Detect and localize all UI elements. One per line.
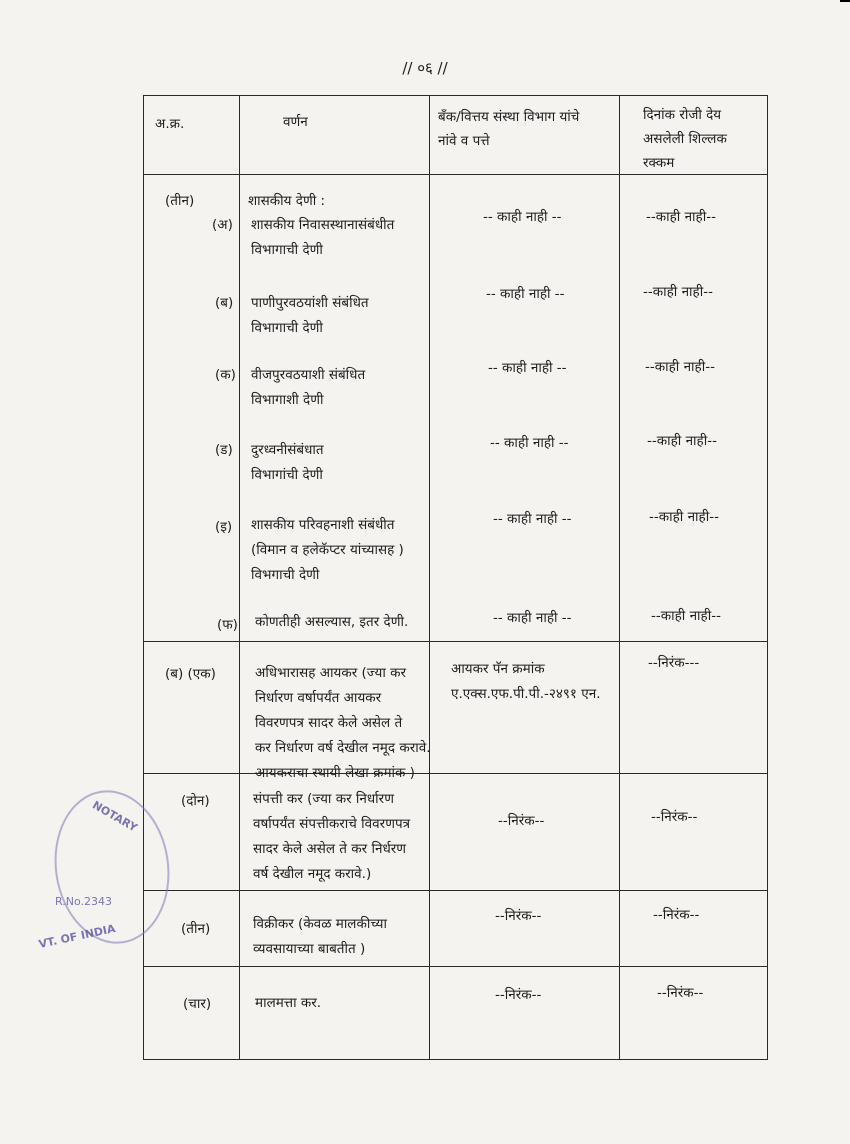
row-amount: --काही नाही--	[649, 509, 719, 525]
stamp-text: NOTARY	[90, 798, 140, 835]
row-amount: --काही नाही--	[645, 359, 715, 375]
col-border	[429, 95, 430, 1060]
row-amount: --काही नाही--	[651, 608, 721, 624]
section-title: शासकीय देणी :	[248, 193, 326, 209]
tax-row-description: विक्रीकर (केवळ मालकीच्या व्यवसायाच्या बाबतीत )	[253, 916, 387, 957]
row-amount: --काही नाही--	[643, 284, 713, 300]
tax-row-amount: --निरंक--	[653, 907, 700, 923]
corner-mark	[840, 0, 850, 2]
col-border	[239, 95, 240, 1060]
row-description: वीजपुरवठयाशी संबंधित विभागाशी देणी	[251, 367, 366, 408]
tax-row-label: (दोन)	[181, 793, 210, 809]
row-amount: --काही नाही--	[646, 209, 716, 225]
section-label: (तीन)	[165, 193, 195, 209]
tax-row-bank: आयकर पॅन क्रमांक ए.एक्स.एफ.पी.पी.-२४९१ एन.	[451, 661, 601, 702]
row-sub-label: (क)	[215, 367, 236, 383]
tax-row-bank: --निरंक--	[495, 987, 542, 1003]
col-border	[619, 95, 620, 1060]
row-sub-label: (इ)	[215, 519, 233, 535]
column-header-amount: दिनांक रोजी देय असलेली शिल्लक रक्कम	[643, 107, 727, 171]
page-number: // ०६ //	[402, 59, 448, 77]
tax-row-amount: --निरंक---	[648, 655, 700, 671]
row-description: पाणीपुरवठयांशी संबंधित विभागाची देणी	[251, 295, 369, 336]
row-bank: -- काही नाही --	[483, 209, 562, 225]
declaration-table	[143, 95, 768, 1060]
row-divider	[143, 890, 768, 891]
row-divider	[143, 966, 768, 967]
tax-row-amount: --निरंक--	[657, 985, 704, 1001]
tax-row-label: (ब) (एक)	[165, 666, 216, 682]
row-bank: -- काही नाही --	[490, 435, 569, 451]
row-amount: --काही नाही--	[647, 433, 717, 449]
row-bank: -- काही नाही --	[493, 610, 572, 626]
row-description: शासकीय परिवहनाशी संबंधीत (विमान व हलेकॅप्टर यांच्यासह ) विभगाची देणी	[251, 517, 404, 583]
tax-row-label: (चार)	[183, 996, 212, 1012]
tax-row-amount: --निरंक--	[651, 809, 698, 825]
col-border	[767, 95, 768, 1060]
column-header-sr-no: अ.क्र.	[155, 116, 185, 132]
row-sub-label: (अ)	[212, 217, 233, 233]
row-description: दुरध्वनीसंबंधात विभागांची देणी	[251, 442, 324, 483]
row-bank: -- काही नाही --	[493, 511, 572, 527]
column-header-bank: बँक/वित्तय संस्था विभाग यांचे नांवे व पत्ते	[438, 109, 580, 149]
row-bank: -- काही नाही --	[488, 360, 567, 376]
tax-row-label: (तीन)	[181, 921, 211, 937]
row-description: शासकीय निवासस्थानासंबंधीत विभागाची देणी	[251, 217, 395, 258]
row-sub-label: (फ)	[217, 617, 238, 633]
column-header-description: वर्णन	[283, 114, 308, 130]
tax-row-description: मालमत्ता कर.	[255, 995, 322, 1011]
tax-row-description: संपत्ती कर (ज्या कर निर्धारण वर्षापर्यंत संपत्तीकराचे विवरणपत्र सादर केले असेल ते कर निर्धरण वर्ष देखील नमूद करावे.)	[253, 791, 411, 882]
tax-row-bank: --निरंक--	[495, 908, 542, 924]
stamp-text: R.No.2343	[55, 895, 113, 908]
row-bank: -- काही नाही --	[486, 286, 565, 302]
row-divider	[143, 773, 768, 774]
table-top-border	[143, 95, 768, 96]
section-divider	[143, 641, 768, 642]
stamp-text: VT. OF INDIA	[37, 922, 117, 951]
row-description: कोणतीही असल्यास, इतर देणी.	[255, 614, 409, 630]
row-sub-label: (ब)	[215, 295, 234, 311]
tax-row-description: अधिभारासह आयकर (ज्या कर निर्धारण वर्षापर्यंत आयकर विवरणपत्र सादर केले असेल ते कर निर्धारण वर्ष देखील नमूद करावे. आयकराचा स्थायी लेखा क्रमांक )	[255, 665, 431, 781]
tax-row-bank: --निरंक--	[498, 813, 545, 829]
table-bottom-border	[143, 1059, 768, 1060]
row-sub-label: (ड)	[215, 442, 233, 458]
